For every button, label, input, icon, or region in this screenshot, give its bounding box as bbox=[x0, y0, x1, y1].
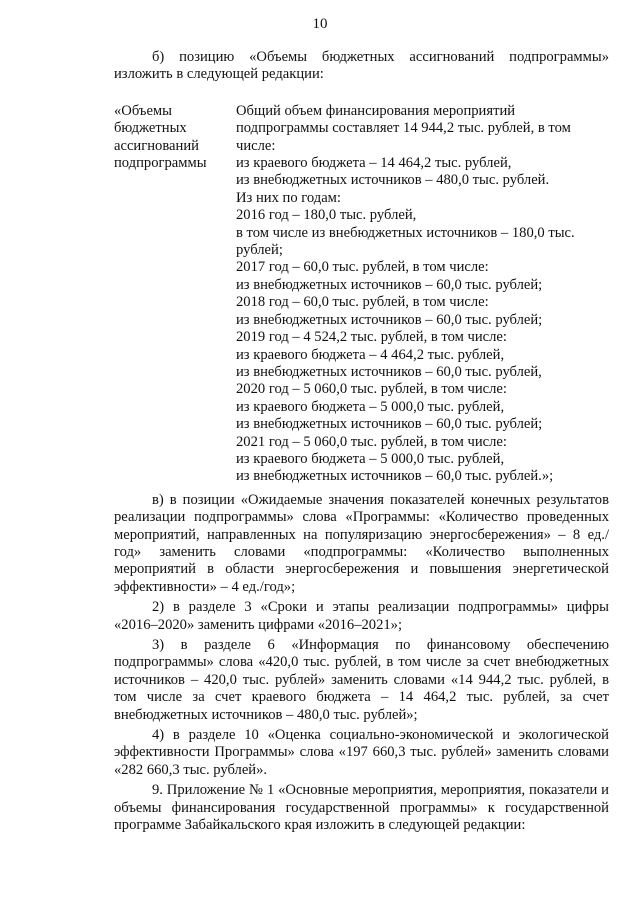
table-right-line: из внебюджетных источников – 60,0 тыс. рублей; bbox=[236, 311, 543, 328]
table-left-line: бюджетных bbox=[114, 120, 187, 137]
table-right-line: в том числе из внебюджетных источников – 180,0 тыс. bbox=[236, 224, 575, 241]
table-right-line: из краевого бюджета – 5 000,0 тыс. рублей, bbox=[236, 398, 505, 415]
table-left-column bbox=[114, 103, 236, 486]
budget-allocation-table bbox=[114, 103, 609, 486]
table-right-line: числе: bbox=[236, 137, 276, 154]
table-right-line: 2021 год – 5 060,0 тыс. рублей, в том числе: bbox=[236, 433, 507, 450]
table-right-line: подпрограммы составляет 14 944,2 тыс. рублей, в том bbox=[236, 120, 571, 137]
table-right-line: из внебюджетных источников – 60,0 тыс. рублей, bbox=[236, 363, 542, 380]
table-right-column bbox=[236, 103, 609, 486]
table-right-line: 2019 год – 4 524,2 тыс. рублей, в том числе: bbox=[236, 329, 507, 346]
paragraph-2: 2) в разделе 3 «Сроки и этапы реализации подпрограммы» цифры «2016–2020» заменить цифрами «2016–2021»; bbox=[114, 599, 609, 633]
paragraph-4: 4) в разделе 10 «Оценка социально-экономической и экологической эффективности Программы» слова «197 660,3 тыс. рублей» заменить словами «282 660,3 тыс. рублей». bbox=[114, 727, 609, 778]
paragraph-3: 3) в разделе 6 «Информация по финансовому обеспечению подпрограммы» слова «420,0 тыс. рублей, в том числе за счет внебюджетных источников – 420,0 тыс. рублей» заменить словами «14 944,2 тыс. рублей, в том числе за счет краевого бюджета – 14 464,2 тыс. рублей, за счет внебюджетных источников – 480,0 тыс. рублей»; bbox=[114, 637, 609, 723]
table-right-line: из краевого бюджета – 5 000,0 тыс. рублей, bbox=[236, 450, 505, 467]
table-right-line: из краевого бюджета – 4 464,2 тыс. рублей, bbox=[236, 346, 505, 363]
table-right-line: Общий объем финансирования мероприятий bbox=[236, 102, 516, 119]
table-right-line: из внебюджетных источников – 60,0 тыс. рублей; bbox=[236, 276, 543, 293]
intro-paragraph: б) позицию «Объемы бюджетных ассигнований подпрограммы» изложить в следующей редакции: bbox=[114, 49, 609, 83]
paragraph-v: в) в позиции «Ожидаемые значения показателей конечных результатов реализации подпрограммы» слова «Программы: «Количество проведенных мероприятий, направленных на популяризацию энергосбережения» – 8 ед./год» заменить словами «подпрограммы: «Количество выполненных мероприятий в области энергосбережения и повышения энергетической эффективности» – 4 ед./год»; bbox=[114, 491, 609, 595]
table-left-line: «Объемы bbox=[114, 102, 172, 119]
table-right-line: 2016 год – 180,0 тыс. рублей, bbox=[236, 207, 417, 224]
document-body bbox=[114, 49, 609, 837]
table-right-line: 2018 год – 60,0 тыс. рублей, в том числе: bbox=[236, 294, 489, 311]
table-right-line: рублей; bbox=[236, 242, 283, 259]
paragraph-9: 9. Приложение № 1 «Основные мероприятия, мероприятия, показатели и объемы финансирования государственной программы» к государственной программе Забайкальского края изложить в следующей редакции: bbox=[114, 782, 609, 834]
table-right-line: из краевого бюджета – 14 464,2 тыс. рублей, bbox=[236, 155, 512, 172]
table-left-line: подпрограммы bbox=[114, 155, 207, 172]
table-right-line: Из них по годам: bbox=[236, 189, 341, 206]
page-number: 10 bbox=[312, 16, 328, 32]
table-right-line: из внебюджетных источников – 60,0 тыс. рублей.»; bbox=[236, 468, 554, 485]
table-right-line: из внебюджетных источников – 60,0 тыс. рублей; bbox=[236, 416, 543, 433]
table-left-line: ассигнований bbox=[114, 137, 199, 154]
table-right-line: 2017 год – 60,0 тыс. рублей, в том числе: bbox=[236, 259, 489, 276]
table-right-line: 2020 год – 5 060,0 тыс. рублей, в том числе: bbox=[236, 381, 507, 398]
table-right-line: из внебюджетных источников – 480,0 тыс. рублей. bbox=[236, 172, 550, 189]
